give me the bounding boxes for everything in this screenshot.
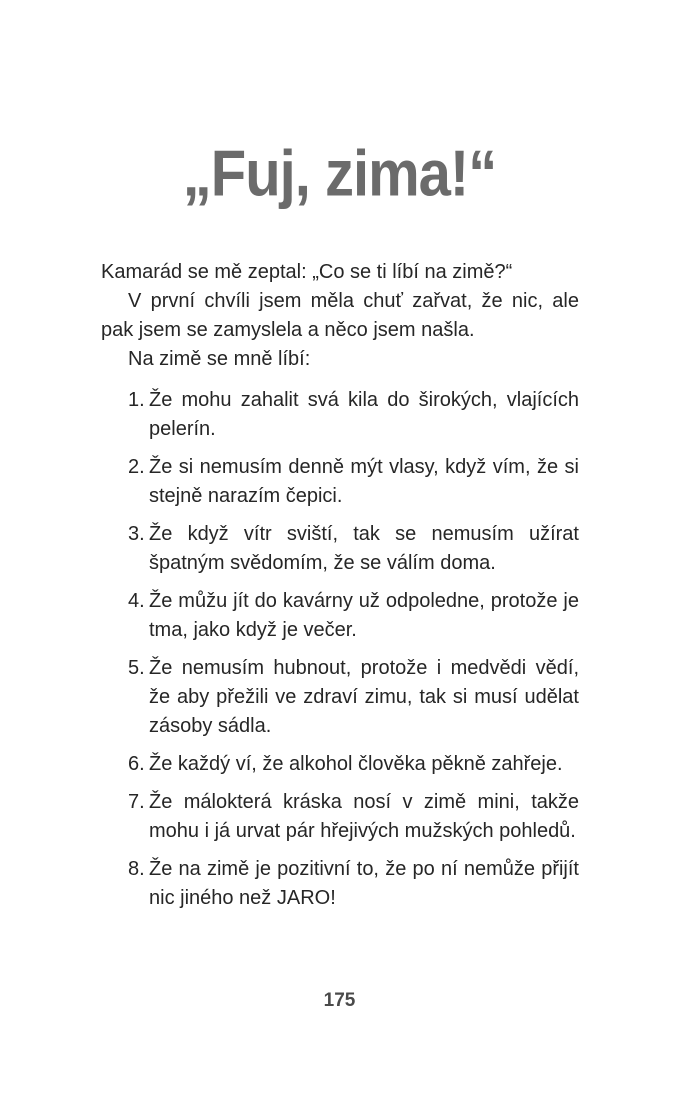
- chapter-body: [101, 258, 579, 922]
- list-item: [101, 453, 579, 511]
- list-item-number: 6.: [128, 753, 145, 775]
- list-item-text: Že mohu zahalit svá kila do širokých, vlajících pelerín.: [149, 389, 579, 440]
- list-item: [101, 520, 579, 578]
- list-item-number: 1.: [128, 389, 145, 411]
- list-item: [101, 750, 579, 779]
- list-item-number: 4.: [128, 590, 145, 612]
- list-item-text: Že si nemusím denně mýt vlasy, když vím, že si stejně narazím čepici.: [149, 456, 579, 507]
- list-item-text: Že můžu jít do kavárny už odpoledne, protože je tma, jako když je večer.: [149, 590, 579, 641]
- intro-paragraph-question: Kamarád se mě zeptal: „Co se ti líbí na zimě?“: [101, 261, 513, 283]
- intro-paragraph-answer: V první chvíli jsem měla chuť zařvat, že nic, ale pak jsem se zamyslela a něco jsem našla.: [101, 290, 579, 341]
- list-item-number: 2.: [128, 456, 145, 478]
- list-item-text: Že každý ví, že alkohol člověka pěkně zahřeje.: [149, 753, 563, 775]
- list-item-number: 7.: [128, 791, 145, 813]
- list-item: [101, 788, 579, 846]
- list-item-number: 3.: [128, 523, 145, 545]
- list-item: [101, 587, 579, 645]
- chapter-title: „Fuj, zima!“: [182, 137, 497, 210]
- list-item-text: Že nemusím hubnout, protože i medvědi vědí, že aby přežili ve zdraví zimu, tak si musí udělat zásoby sádla.: [149, 657, 579, 737]
- intro-paragraph-lead: Na zimě se mně líbí:: [128, 348, 311, 370]
- list-item-number: 8.: [128, 858, 145, 880]
- list-item-number: 5.: [128, 657, 145, 679]
- list-item-text: Že málokterá kráska nosí v zimě mini, takže mohu i já urvat pár hřejivých mužských pohledů.: [149, 791, 579, 842]
- page-number: 175: [323, 990, 356, 1011]
- likes-list: [101, 386, 579, 913]
- list-item-text: Že na zimě je pozitivní to, že po ní nemůže přijít nic jiného než JARO!: [149, 858, 579, 909]
- list-item: [101, 654, 579, 741]
- list-item-text: Že když vítr sviští, tak se nemusím užírat špatným svědomím, že se válím doma.: [149, 523, 579, 574]
- list-item: [101, 386, 579, 444]
- list-item: [101, 855, 579, 913]
